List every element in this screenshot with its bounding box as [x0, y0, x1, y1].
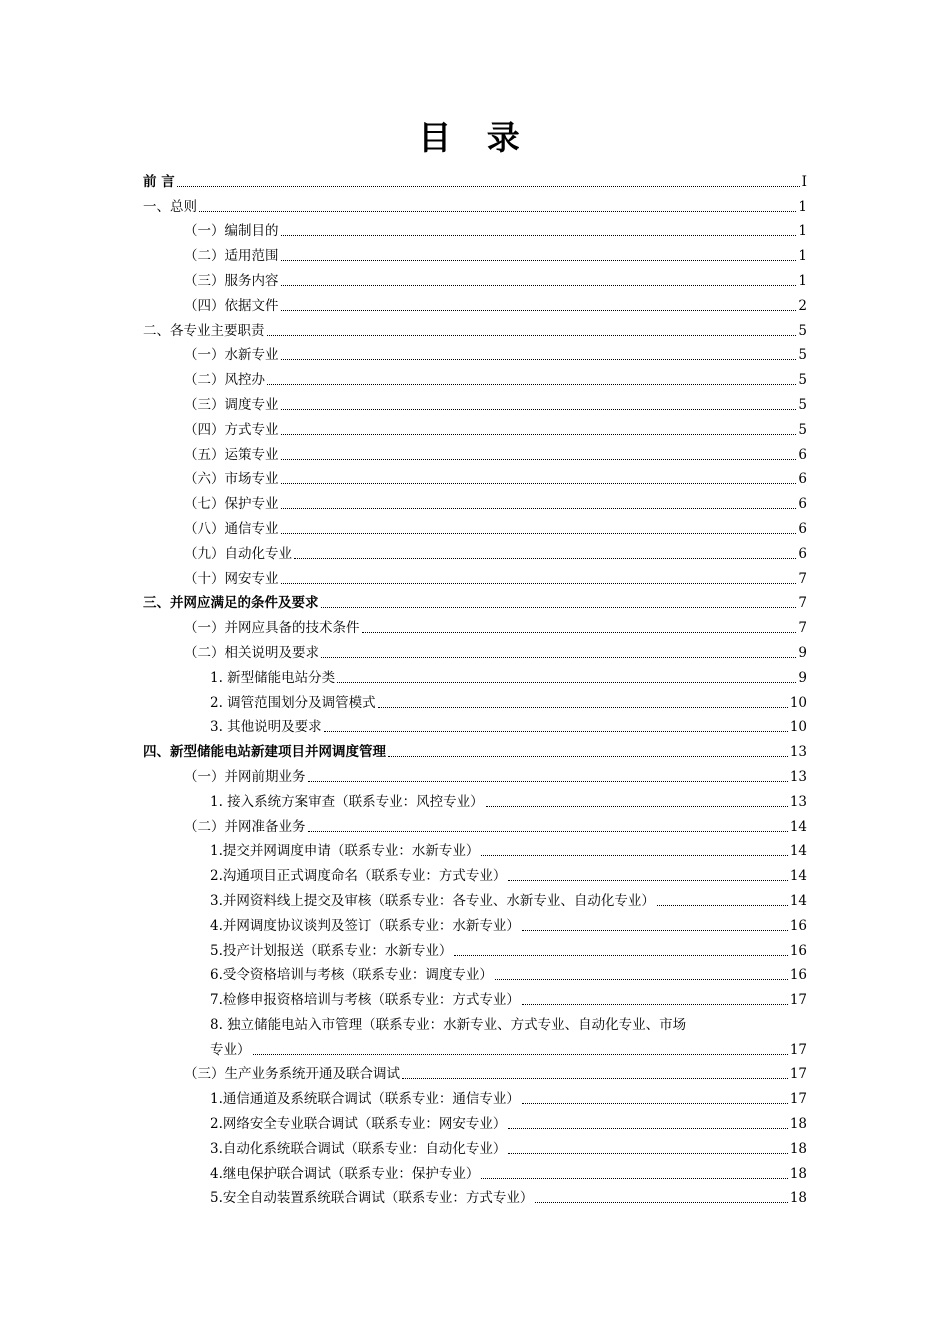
toc-page-number: 17: [789, 992, 807, 1009]
dot-leader: [508, 1128, 787, 1129]
dot-leader: [454, 955, 787, 956]
toc-page-number: 5: [798, 322, 807, 339]
toc-entry-text-continued: 专业）: [210, 1041, 251, 1058]
toc-entry-text: 5.安全自动装置系统联合调试（联系专业：方式专业）: [210, 1190, 534, 1207]
toc-entry[interactable]: [143, 315, 807, 340]
toc-page-number: 18: [789, 1140, 807, 1157]
toc-page-number: 10: [789, 719, 807, 736]
toc-entry[interactable]: [143, 216, 807, 241]
dot-leader: [281, 285, 797, 286]
toc-entry-text: 3.自动化系统联合调试（联系专业：自动化专业）: [210, 1140, 507, 1157]
toc-entry-text: 1.提交并网调度申请（联系专业：水新专业）: [210, 843, 480, 860]
toc-entry-text: （三）服务内容: [184, 272, 279, 289]
toc-entry[interactable]: [143, 860, 807, 885]
dot-leader: [308, 831, 788, 832]
table-of-contents: [143, 166, 807, 1207]
toc-page-number: 1: [798, 248, 807, 265]
toc-page-number: 17: [789, 1066, 807, 1083]
toc-entry-text: 3. 其他说明及要求: [210, 719, 322, 736]
toc-entry-text: （一）水新专业: [184, 347, 279, 364]
dot-leader: [281, 483, 797, 484]
toc-page-number: 6: [798, 471, 807, 488]
toc-entry[interactable]: [143, 662, 807, 687]
toc-page-number: 9: [798, 644, 807, 661]
toc-entry[interactable]: [143, 240, 807, 265]
toc-entry[interactable]: [143, 612, 807, 637]
dot-leader: [362, 632, 797, 633]
toc-entry[interactable]: [143, 1083, 807, 1108]
toc-entry-text: 二、各专业主要职责: [143, 322, 265, 339]
dot-leader: [281, 235, 797, 236]
toc-entry[interactable]: [143, 364, 807, 389]
toc-page-number: 6: [798, 545, 807, 562]
toc-entry-text: 四、新型储能电站新建项目并网调度管理: [143, 744, 386, 761]
toc-entry-text: 4.并网调度协议谈判及签订（联系专业：水新专业）: [210, 917, 520, 934]
dot-leader: [281, 310, 797, 311]
toc-page-number: 16: [789, 967, 807, 984]
toc-page-number: 5: [798, 421, 807, 438]
toc-page-number: 17: [789, 1091, 807, 1108]
toc-page-number: 13: [789, 768, 807, 785]
dot-leader: [481, 1178, 787, 1179]
toc-page-number: 5: [798, 372, 807, 389]
toc-entry-text: 1.通信通道及系统联合调试（联系专业：通信专业）: [210, 1091, 520, 1108]
dot-leader: [402, 1078, 788, 1079]
dot-leader: [281, 359, 797, 360]
dot-leader: [267, 384, 796, 385]
dot-leader: [522, 1004, 788, 1005]
toc-entry[interactable]: [143, 389, 807, 414]
toc-entry-text: 2. 调管范围划分及调管模式: [210, 694, 376, 711]
toc-entry[interactable]: [143, 1108, 807, 1133]
toc-entry-text: （五）运策专业: [184, 446, 279, 463]
toc-entry[interactable]: [143, 588, 807, 613]
dot-leader: [337, 682, 796, 683]
toc-entry[interactable]: [143, 563, 807, 588]
toc-entry-text: 8. 独立储能电站入市管理（联系专业：水新专业、方式专业、自动化专业、市场: [210, 1016, 687, 1033]
toc-page-number: 16: [789, 942, 807, 959]
toc-entry[interactable]: [143, 1158, 807, 1183]
toc-entry[interactable]: [143, 786, 807, 811]
toc-page-number: 13: [789, 744, 807, 761]
toc-page-number: 14: [789, 892, 807, 909]
dot-leader: [308, 781, 788, 782]
toc-entry-text: 5.投产计划报送（联系专业：水新专业）: [210, 942, 453, 959]
toc-entry[interactable]: [143, 464, 807, 489]
toc-entry[interactable]: [143, 687, 807, 712]
toc-entry-text: （二）风控办: [184, 372, 265, 389]
toc-entry[interactable]: [143, 935, 807, 960]
dot-leader: [281, 533, 797, 534]
dot-leader: [281, 508, 797, 509]
toc-entry[interactable]: [143, 538, 807, 563]
toc-entry-text: （六）市场专业: [184, 471, 279, 488]
toc-page-number: 6: [798, 520, 807, 537]
dot-leader: [177, 186, 800, 187]
toc-entry-text: 6.受令资格培训与考核（联系专业：调度专业）: [210, 967, 493, 984]
toc-page-number: 18: [789, 1190, 807, 1207]
toc-entry-text: 2.网络安全专业联合调试（联系专业：网安专业）: [210, 1116, 507, 1133]
toc-entry[interactable]: [143, 1133, 807, 1158]
dot-leader: [281, 260, 797, 261]
toc-entry-text: 4.继电保护联合调试（联系专业：保护专业）: [210, 1165, 480, 1182]
toc-entry-text: （三）生产业务系统开通及联合调试: [184, 1066, 400, 1083]
toc-page-number: I: [801, 173, 807, 190]
dot-leader: [481, 855, 787, 856]
toc-entry[interactable]: [143, 712, 807, 737]
toc-entry-text: 三、并网应满足的条件及要求: [143, 595, 319, 612]
dot-leader: [253, 1054, 788, 1055]
toc-entry[interactable]: [143, 736, 807, 761]
dot-leader: [378, 707, 788, 708]
toc-entry-text: （一）编制目的: [184, 223, 279, 240]
dot-leader: [495, 979, 788, 980]
toc-page-number: 16: [789, 917, 807, 934]
toc-page-number: 17: [789, 1041, 807, 1058]
dot-leader: [281, 583, 797, 584]
toc-page-number: 2: [798, 297, 807, 314]
toc-entry-text: （二）并网准备业务: [184, 818, 306, 835]
toc-entry-text: 1. 新型储能电站分类: [210, 669, 336, 686]
dot-leader: [321, 607, 797, 608]
toc-page-number: 14: [789, 843, 807, 860]
toc-entry[interactable]: [143, 1009, 807, 1059]
toc-page-number: 5: [798, 396, 807, 413]
toc-page-number: 18: [789, 1116, 807, 1133]
toc-page-number: 5: [798, 347, 807, 364]
dot-leader: [486, 806, 788, 807]
dot-leader: [508, 880, 787, 881]
toc-entry[interactable]: [143, 340, 807, 365]
toc-entry-text: （三）调度专业: [184, 396, 279, 413]
toc-entry-text: （四）依据文件: [184, 297, 279, 314]
dot-leader: [281, 434, 797, 435]
toc-entry-text: 前 言: [143, 173, 175, 190]
toc-page-number: 7: [798, 620, 807, 637]
toc-entry-text: （九）自动化专业: [184, 545, 292, 562]
dot-leader: [281, 459, 797, 460]
toc-entry[interactable]: [143, 836, 807, 861]
toc-entry-text: 一、总则: [143, 198, 197, 215]
toc-page-number: 1: [798, 223, 807, 240]
dot-leader: [657, 905, 788, 906]
toc-entry-text: （一）并网前期业务: [184, 768, 306, 785]
toc-entry-text: 1. 接入系统方案审查（联系专业：风控专业）: [210, 793, 484, 810]
toc-entry-text: （四）方式专业: [184, 421, 279, 438]
toc-entry[interactable]: [143, 761, 807, 786]
toc-page-number: 6: [798, 496, 807, 513]
toc-entry-text: 2.沟通项目正式调度命名（联系专业：方式专业）: [210, 868, 507, 885]
toc-page-number: 6: [798, 446, 807, 463]
toc-entry[interactable]: [143, 960, 807, 985]
toc-entry-text: 3.并网资料线上提交及审核（联系专业：各专业、水新专业、自动化专业）: [210, 892, 655, 909]
page-title: 目 录: [418, 118, 532, 157]
toc-entry[interactable]: [143, 265, 807, 290]
toc-page-number: 13: [789, 793, 807, 810]
dot-leader: [199, 211, 796, 212]
dot-leader: [522, 1103, 788, 1104]
toc-entry[interactable]: [143, 984, 807, 1009]
toc-entry[interactable]: [143, 637, 807, 662]
dot-leader: [294, 558, 796, 559]
toc-entry-text: （一）并网应具备的技术条件: [184, 620, 360, 637]
toc-entry-text: （七）保护专业: [184, 496, 279, 513]
toc-entry[interactable]: [143, 488, 807, 513]
toc-entry[interactable]: [143, 910, 807, 935]
toc-entry[interactable]: [143, 439, 807, 464]
toc-entry[interactable]: [143, 290, 807, 315]
toc-entry[interactable]: [143, 513, 807, 538]
toc-entry[interactable]: [143, 191, 807, 216]
dot-leader: [321, 657, 796, 658]
toc-entry[interactable]: [143, 1059, 807, 1084]
toc-page-number: 9: [798, 669, 807, 686]
toc-page-number: 1: [798, 272, 807, 289]
toc-page-number: 7: [798, 570, 807, 587]
toc-page-number: 14: [789, 868, 807, 885]
toc-entry[interactable]: [143, 166, 807, 191]
toc-entry-text: （二）适用范围: [184, 248, 279, 265]
toc-entry[interactable]: [143, 414, 807, 439]
toc-entry-text: （八）通信专业: [184, 520, 279, 537]
toc-page-number: 18: [789, 1165, 807, 1182]
dot-leader: [535, 1202, 787, 1203]
toc-entry-text: （二）相关说明及要求: [184, 644, 319, 661]
dot-leader: [267, 335, 797, 336]
toc-entry[interactable]: [143, 1183, 807, 1208]
dot-leader: [508, 1153, 787, 1154]
toc-page-number: 10: [789, 694, 807, 711]
toc-page-number: 14: [789, 818, 807, 835]
dot-leader: [281, 409, 797, 410]
toc-entry[interactable]: [143, 811, 807, 836]
toc-entry[interactable]: [143, 885, 807, 910]
dot-leader: [388, 756, 788, 757]
dot-leader: [324, 731, 788, 732]
toc-page-number: 1: [798, 198, 807, 215]
toc-page-number: 7: [798, 595, 807, 612]
dot-leader: [522, 930, 788, 931]
toc-entry-text: （十）网安专业: [184, 570, 279, 587]
toc-entry-text: 7.检修申报资格培训与考核（联系专业：方式专业）: [210, 992, 520, 1009]
